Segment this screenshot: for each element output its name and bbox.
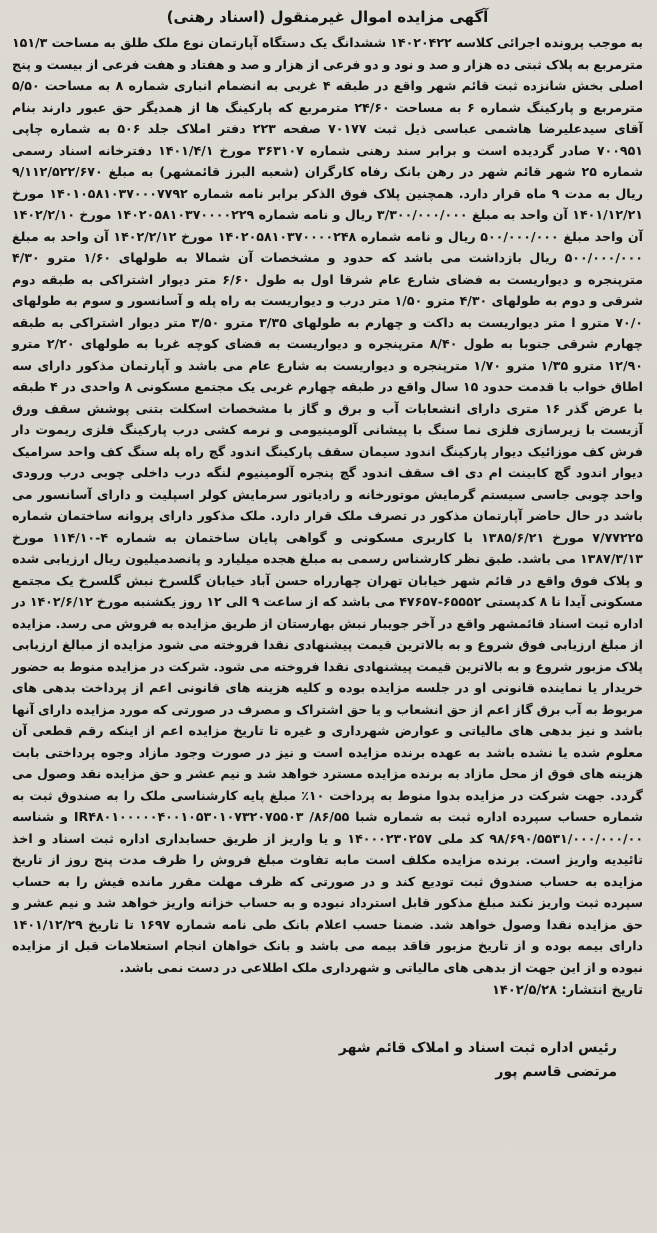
signature-title: رئیس اداره ثبت اسناد و املاک قائم شهر — [338, 1040, 617, 1056]
signature-block — [12, 1036, 643, 1084]
notice-body: به موجب پرونده اجرائی کلاسه ۱۴۰۲۰۴۲۲ ششدانگ یک دستگاه آپارتمان نوع ملک طلق به مساحت ۱۵۱/۳ مترمربع به پلاک ثبتی ده هزار و صد و نود و دو فرعی از هزار و صد و هفتاد و هفت فرعی از بیست و پنج اصلی بخش شانزده ثبت قائم شهر واقع در طبقه ۴ غربی به انضمام انباری شماره ۸ به مساحت ۵/۵۰ مترمربع و پارکینگ شماره ۶ به مساحت ۲۴/۶۰ مترمربع که پارکینگ ها از همدیگر حق عبور دارند بنام آقای سیدعلیرضا هاشمی عباسی ذیل ثبت ۷۰۱۷۷ صفحه ۲۲۳ دفتر املاک جلد ۵۰۶ به شماره چاپی ۷۰۰۹۵۱ صادر گردیده است و برابر سند رهنی شماره ۳۶۳۱۰۷ مورخ ۱۴۰۱/۴/۱ دفترخانه اسناد رسمی شماره ۲۵ شهر قائم شهر در رهن بانک رفاه کارگران (شعبه البرز قائمشهر) به مبلغ ۹/۱۱۲/۵۲۲/۶۷۰ ریال به مدت ۹ ماه قرار دارد. همچنین پلاک فوق الذکر برابر نامه شماره ۱۴۰۱۰۵۸۱۰۳۷۰۰۰۷۷۹۲ مورخ ۱۴۰۱/۱۲/۲۱ آن واحد به مبلغ ۳/۳۰۰/۰۰۰/۰۰۰ ریال و نامه شماره ۱۴۰۲۰۵۸۱۰۳۷۰۰۰۰۲۲۹ مورخ ۱۴۰۲/۲/۱۰ آن واحد مبلغ ۵۰۰/۰۰۰/۰۰۰ ریال و نامه شماره ۱۴۰۲۰۵۸۱۰۳۷۰۰۰۰۲۴۸ مورخ ۱۴۰۲/۲/۱۲ آن واحد به مبلغ ۵۰۰/۰۰۰/۰۰۰ ریال بازداشت می باشد که حدود و مشخصات آن شمالا به طولهای ۱/۶۰ مترو ۴/۳۰ مترپنجره و دیواریست به فضای شارع عام شرقا اول به طول ۶/۶۰ متر دیوار اشتراکی به طبقه دوم شرقی و دوم به طولهای ۴/۳۰ مترو ۱/۵۰ متر درب و دیواریست به راه پله و آسانسور و سوم به طولهای ۷۰/۰ مترو ا متر دیواریست به داکت و چهارم به طولهای ۳/۳۵ مترو ۳/۵۰ متر دیوار اشتراکی به طبقه چهارم شرقی جنوبا به طول ۸/۴۰ مترپنجره و دیواریست به فضای کوچه غربا به طولهای ۲/۲۰ مترو ۱۲/۹۰ مترو ۱/۳۵ مترو ۱/۷۰ مترپنجره و دیواریست به شارع عام می باشد و آپارتمان مذکور دارای سه اطاق خواب با قدمت حدود ۱۵ سال واقع در طبقه چهارم غربی یک مجتمع مسکونی ۸ واحدی در ۴ طبقه با عرض گذر ۱۶ متری دارای انشعابات آب و برق و گاز با مشخصات اسکلت بتنی پوشش سقف ورق آزبست با زیرسازی فلزی نما سنگ با پیشانی آلومینیومی و نرمه کشی درب پارکینگ فلزی ریموت دار فرش کف موزائیک دیوار پارکینگ اندود سیمان سقف پارکینگ اندود گچ راه پله سنگ کف واحد سرامیک دیوار اندود گچ کابینت ام دی اف سقف اندود گچ پنجره آلومینیوم لنگه درب داخلی چوبی درب ورودی واحد چوبی جاسی سیستم گرمایش موتورخانه و رادیاتور سرمایش کولر اسپلیت و دارای آسانسور می باشد در حال حاضر آپارتمان مذکور در تصرف ملک قرار دارد. ملک مذکور دارای پروانه ساختمان شماره ۷/۷۷۲۲۵ مورخ ۱۳۸۵/۶/۲۱ با کاربری مسکونی و گواهی پایان ساختمان به شماره ۴-۱۱۴/۱۰ مورخ ۱۳۸۷/۳/۱۳ می باشد. طبق نظر کارشناس رسمی به مبلغ هجده میلیارد و پانصدمیلیون ریال ارزیابی شده و پلاک فوق واقع در قائم شهر خیابان تهران چهارراه حسن آباد خیابان گلسرخ نبش گلسرخ یک مجتمع مسکونی آیدا نا ۸ کدپستی ۶۵۵۵۲-۴۷۶۵۷ می باشد که از ساعت ۹ الی ۱۲ روز یکشنبه مورخ ۱۴۰۲/۶/۱۲ در اداره ثبت اسناد قائمشهر واقع در آخر جویبار نبش بهارستان از طریق مزایده به فروش می رسد. مزایده از مبلغ ارزیابی فوق شروع و به بالاترین قیمت پیشنهادی نقدا فروخته می شود مزایده از مبالغ ارزیابی پلاک مزبور شروع و به بالاترین قیمت پیشنهادی نقدا فروخته می شود. شرکت در مزایده منوط به حضور خریدار یا نماینده قانونی او در جلسه مزایده بوده و کلیه هزینه های قانونی اعم از پرداخت بدهی های مربوط به آب برق گاز اعم از حق انشعاب و یا حق اشتراک و مصرف در صورتی که مورد مزایده دارای آنها باشد و نیز بدهی های مالیاتی و عوارض شهرداری و غیره تا تاریخ مزایده اعم از اینکه رقم قطعی آن معلوم شده یا نشده باشد به عهده برنده مزایده است و نیز در صورت وجود مازاد وجوه پرداختی بابت هزینه های فوق از محل مازاد به برنده مزایده مسترد خواهد شد و نیم عشر و حق مزایده نقد وصول می گردد. جهت شرکت در مزایده بدوا منوط به پرداخت ۱۰٪ مبلغ پایه کارشناسی ملک را به صندوق ثبت به شماره حساب سپرده اداره ثبت به شماره شبا IR۴۸۰۱۰۰۰۰۰۴۰۰۱۰۵۳۰۱۰۷۳۲۰۷۵۵۰۳ /۸۶/۵۵ و شناسه ۹۸/۶۹۰/۵۵۳۱/۰۰۰/۰۰۰/۰۰ کد ملی ۱۴۰۰۰۲۳۰۲۵۷ و یا واریز از طریق حسابداری اداره ثبت اسناد و اخذ تائیدیه واریز است. برنده مزایده مکلف است مابه تفاوت مبلغ فروش را ظرف مدت پنج روز از تاریخ مزایده به حساب صندوق ثبت تودیع کند و در صورتی که ظرف مهلت مقرر مانده فیش را به حساب سپرده ثبت واریز نکند مبلغ مذکور قابل استرداد نبوده و به حساب خزانه واریز خواهد شد و نیم عشر و حق مزایده نقدا وصول خواهد شد. ضمنا حسب اعلام بانک طی نامه شماره ۱۶۹۷ تا تاریخ ۱۴۰۱/۱۲/۲۹ دارای بیمه بوده و از تاریخ مزبور فاقد بیمه می باشد و بانک خواهان انجام استعلامات قبل از مزایده نبوده و از این جهت از بدهی های مالیاتی و شهرداری ملک اطلاعی در دست نمی باشد. — [12, 35, 644, 975]
notice-title: آگهی مزایده اموال غیرمنقول (اسناد رهنی) — [166, 8, 489, 26]
publish-date: تاریخ انتشار: ۱۴۰۲/۵/۲۸ — [491, 983, 643, 998]
signature-name: مرتضی قاسم پور — [495, 1064, 617, 1080]
